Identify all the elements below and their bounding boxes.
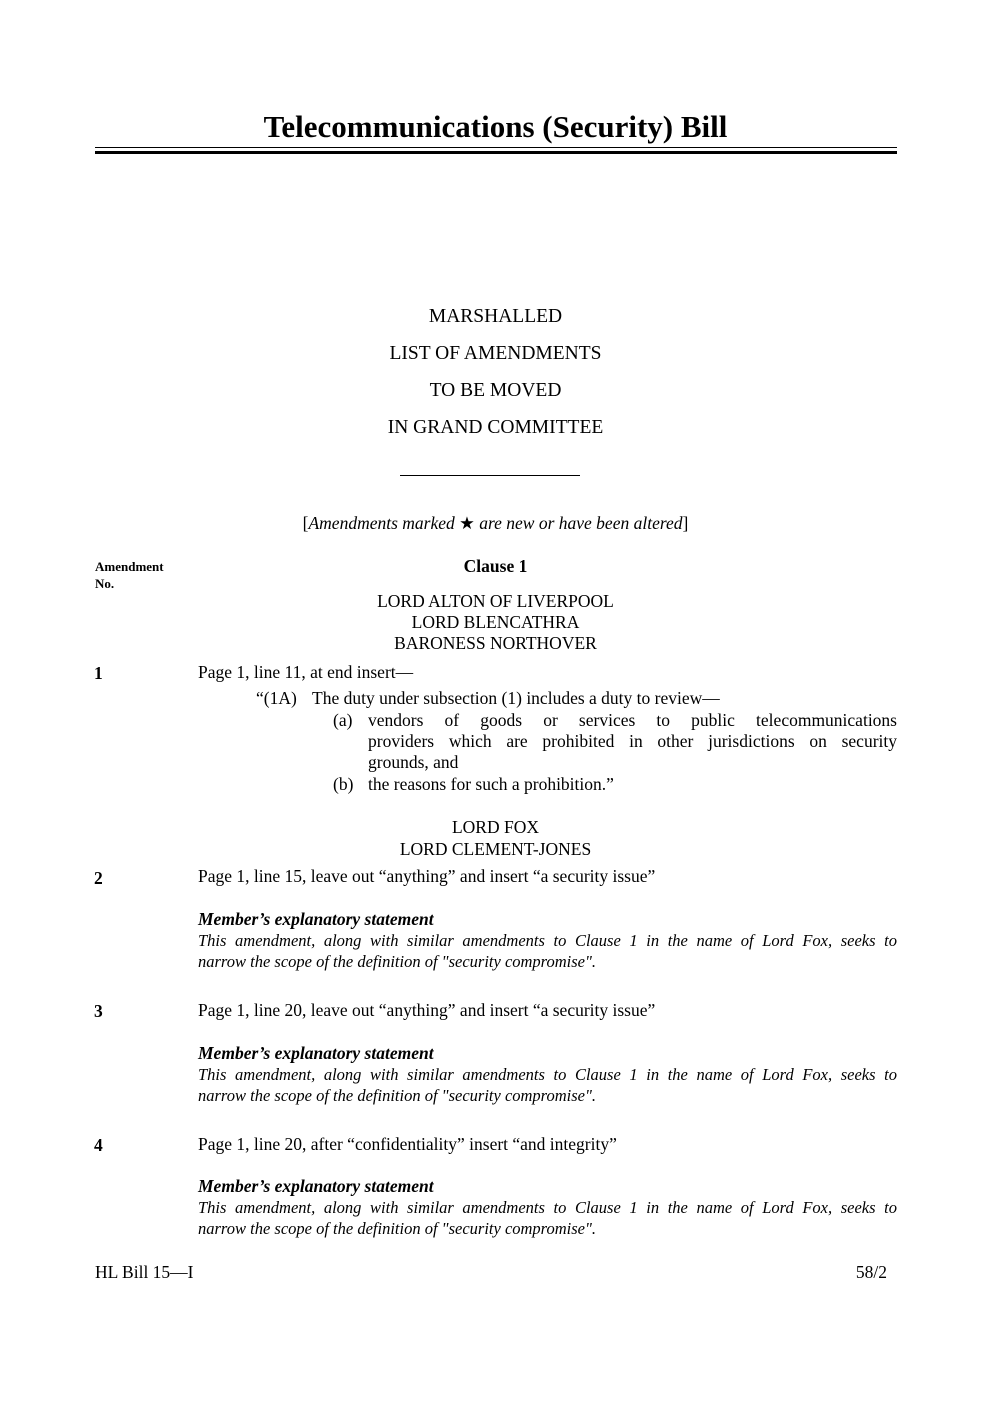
- heading-line: LIST OF AMENDMENTS: [389, 343, 602, 364]
- sponsor: LORD BLENCATHRA: [411, 612, 580, 632]
- amendment-text: Page 1, line 20, leave out “anything” and insert “a security issue”: [198, 1000, 656, 1020]
- sponsor: BARONESS NORTHOVER: [394, 633, 597, 653]
- amendment-number: 1: [94, 663, 103, 683]
- statement-heading: Member’s explanatory statement: [198, 909, 434, 929]
- insert-label: “(1A): [256, 688, 297, 708]
- footer-print-number: 58/2: [855, 1262, 887, 1282]
- heading-line: TO BE MOVED: [429, 380, 562, 401]
- item-line: grounds, and: [368, 752, 459, 772]
- amendment-number: 3: [94, 1001, 103, 1021]
- amendment-number-column-label: Amendment No.: [95, 559, 164, 591]
- heading-line: MARSHALLED: [428, 306, 563, 327]
- sponsor: LORD ALTON OF LIVERPOOL: [377, 591, 614, 611]
- insert-lead: The duty under subsection (1) includes a duty to review—: [312, 688, 720, 708]
- amendment-text: Page 1, line 20, after “confidentiality” insert “and integrity”: [198, 1134, 617, 1154]
- item-line: the reasons for such a prohibition.”: [368, 774, 614, 794]
- sponsor: LORD FOX: [451, 817, 540, 837]
- sponsor: LORD CLEMENT-JONES: [399, 839, 592, 859]
- amendment-number: 2: [94, 868, 103, 888]
- star-icon: ★: [459, 513, 475, 533]
- amendment-text: Page 1, line 11, at end insert—: [198, 662, 414, 682]
- bill-title: Telecommunications (Security) Bill: [263, 109, 728, 144]
- statement-heading: Member’s explanatory statement: [198, 1043, 434, 1063]
- clause-heading: Clause 1: [463, 556, 528, 576]
- explanatory-statement: This amendment, along with similar amendments to Clause 1 in the name of Lord Fox, seeks to narrow the scope of the definition of "security compromise".: [198, 1198, 897, 1238]
- explanatory-statement: This amendment, along with similar amendments to Clause 1 in the name of Lord Fox, seeks to narrow the scope of the definition of "security compromise".: [198, 1065, 897, 1105]
- item-line: vendors of goods or services to public telecommunications: [368, 710, 897, 730]
- explanatory-statement: This amendment, along with similar amendments to Clause 1 in the name of Lord Fox, seeks to narrow the scope of the definition of "security compromise".: [198, 931, 897, 971]
- heading-line: IN GRAND COMMITTEE: [387, 417, 604, 438]
- statement-heading: Member’s explanatory statement: [198, 1176, 434, 1196]
- item-label: (a): [333, 710, 353, 730]
- item-line: providers which are prohibited in other jurisdictions on security: [368, 731, 897, 751]
- item-label: (b): [333, 774, 354, 794]
- amendments-note: [Amendments marked ★ are new or have been altered]: [302, 513, 689, 533]
- amendment-text: Page 1, line 15, leave out “anything” and insert “a security issue”: [198, 866, 656, 886]
- amendment-number: 4: [94, 1135, 103, 1155]
- title-rule-thin: [95, 147, 897, 148]
- title-rule-thick: [95, 151, 897, 154]
- separator-rule: [400, 475, 580, 476]
- footer-bill-number: HL Bill 15—I: [95, 1262, 194, 1282]
